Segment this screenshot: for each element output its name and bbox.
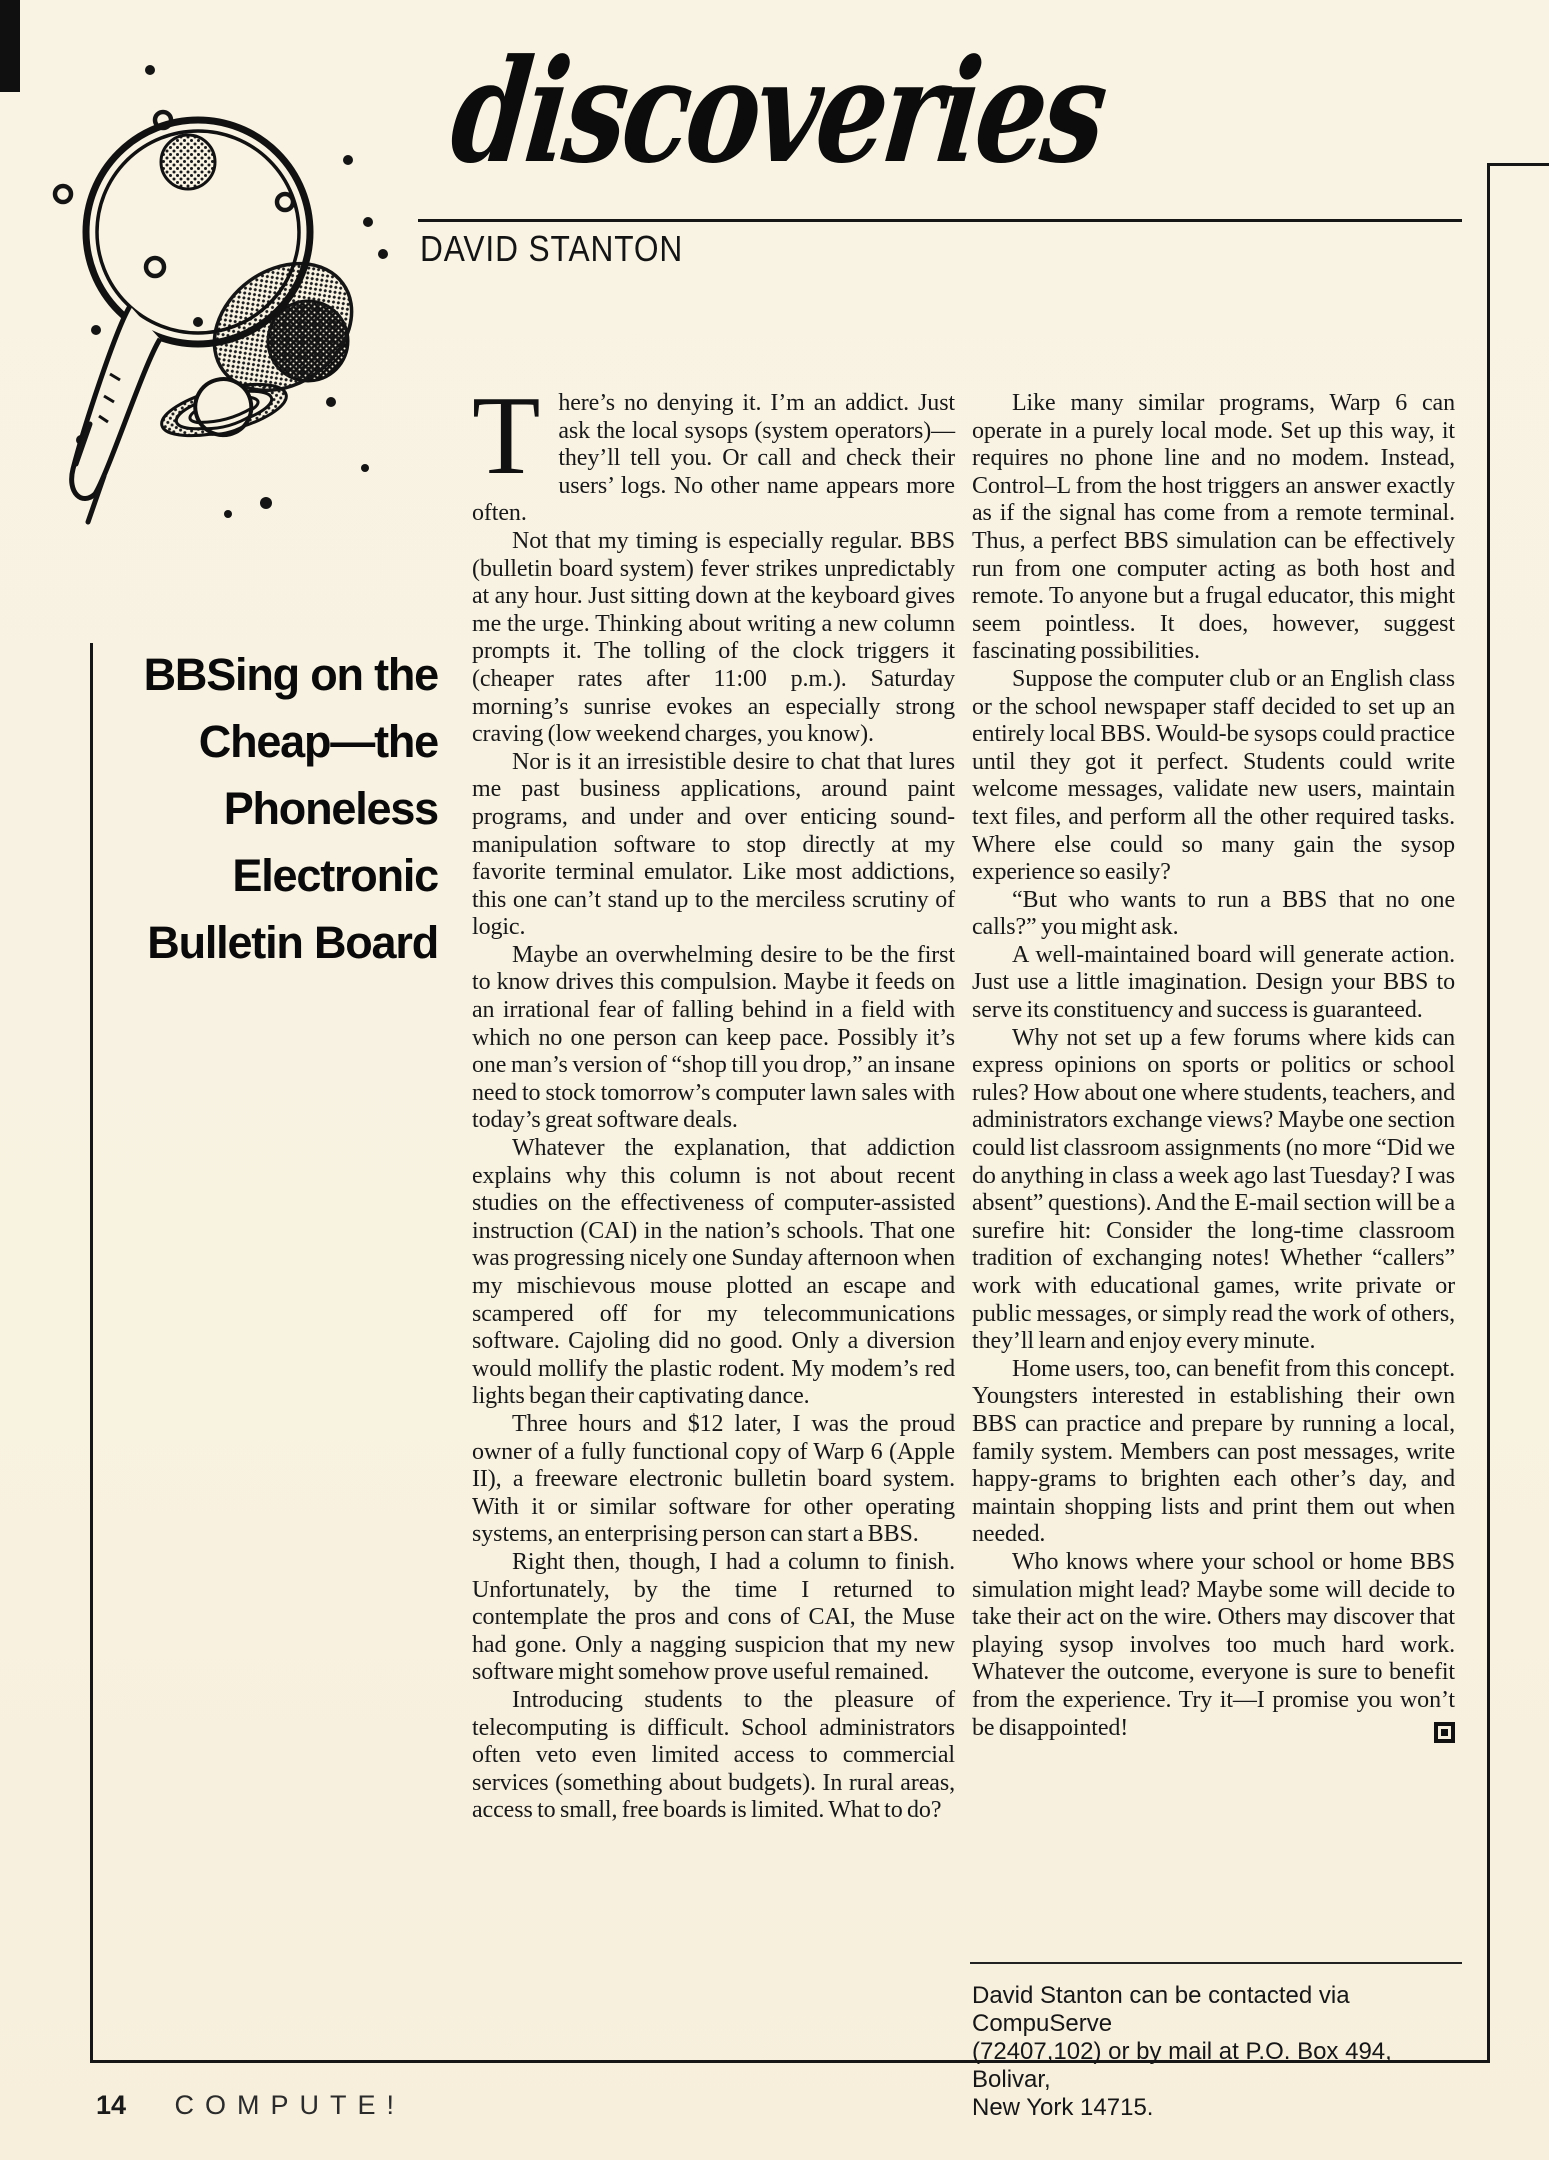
- byline-rule: [418, 219, 1462, 222]
- body-paragraph: Why not set up a few forums where kids can express opinions on sports or politics or school rules? How about one where students, teachers, and administrators exchange views? Maybe one section could list classroom assignments (no more “Did we do anything in class a week ago last Tuesday? I was absent” questions). And the E-mail section will be a surefire hit: Consider the long-time classroom tradition of exchanging notes! Whether “callers” work with educational games, write private or public messages, or simply read the work of others, they’ll learn and enjoy every minute.: [972, 1024, 1455, 1355]
- byline: DAVID STANTON: [420, 228, 684, 269]
- body-paragraph: Nor is it an irresistible desire to chat that lures me past business applications, around paint programs, and under and over enticing sound-manipulation software to stop directly at my favorite terminal emulator. Like most addictions, this one can’t stand up to the merciless scrutiny of logic.: [472, 748, 955, 941]
- opening-paragraph-text: here’s no denying it. I’m an addict. Just ask the local sysops (system operators)—they’ll tell you. Or call and check their users’ logs. No other name appears more often.: [472, 390, 955, 527]
- body-paragraph: Suppose the computer club or an English class or the school newspaper staff decided to set up an entirely local BBS. Would-be sysops could practice until they got it perfect. Students could write welcome messages, validate new users, maintain text files, and perform all the other required tasks. Where else could so many gain the sysop experience so easily?: [972, 665, 1455, 886]
- body-paragraph: Three hours and $12 later, I was the proud owner of a fully functional copy of Warp 6 (Apple II), a freeware electronic bulletin board system. With it or similar software for other operating systems, an enterprising person can start a BBS.: [472, 1410, 955, 1548]
- page-footer: [96, 2090, 405, 2121]
- article-title-line: Cheap—the: [198, 716, 438, 767]
- contact-note-rule: [970, 1962, 1462, 1964]
- body-paragraph: “But who wants to run a BBS that no one calls?” you might ask.: [972, 886, 1455, 941]
- body-paragraph: Home users, too, can benefit from this concept. Youngsters interested in establishing their own BBS can practice and prepare by running a local, family system. Members can post messages, write happy-grams to brighten each other’s day, and maintain shopping lists and print them out when needed.: [972, 1355, 1455, 1548]
- article-title: [95, 641, 438, 976]
- article-title-line: BBSing on the: [143, 649, 438, 700]
- magazine-name: COMPUTE!: [174, 2090, 406, 2120]
- page-number: 14: [96, 2090, 127, 2120]
- halftone-moon: [161, 135, 215, 189]
- article-title-line: Phoneless: [223, 783, 438, 834]
- article-title-line: Electronic: [232, 850, 438, 901]
- body-paragraph: Right then, though, I had a column to finish. Unfortunately, by the time I returned to contemplate the pros and cons of CAI, the Muse had gone. Only a nagging suspicion that my new software might somehow prove useful remained.: [472, 1548, 955, 1686]
- contact-note-line: David Stanton can be contacted via CompuServe: [972, 1982, 1350, 2037]
- magnifying-glass-space-illustration: [46, 44, 398, 564]
- end-of-article-mark: [1434, 1722, 1455, 1743]
- opening-paragraph: [472, 374, 955, 528]
- body-paragraph: Like many similar programs, Warp 6 can operate in a purely local mode. Set up this way, it requires no phone line and no modem. Instead, Control–L from the host triggers an answer exactly as if the signal has come from a remote terminal. Thus, a perfect BBS simulation can be effectively run from one computer acting as both host and remote. To anyone but a frugal educator, this might seem pointless. It does, however, suggest fascinating possibilities.: [972, 390, 1455, 665]
- article-title-line: Bulletin Board: [147, 917, 438, 968]
- body-paragraph: Maybe an overwhelming desire to be the first to know drives this compulsion. Maybe it feeds on an irrational fear of falling behind in a field with which no one person can keep pace. Possibly it’s one man’s version of “shop till you drop,” an insane need to stock tomorrow’s computer lawn sales with today’s great software deals.: [472, 941, 955, 1134]
- contact-note-line: New York 14715.: [972, 2094, 1154, 2121]
- scan-corner-mark: [0, 0, 20, 92]
- body-column-2: [972, 390, 1455, 1743]
- right-border-rule: [1487, 163, 1490, 2063]
- body-paragraph: Introducing students to the pleasure of telecomputing is difficult. School administrators often veto even limited access to commercial services (something about budgets). In rural areas, access to small, free boards is limited. What to do?: [472, 1686, 955, 1824]
- closing-paragraph-text: Who knows where your school or home BBS simulation might lead? Maybe some will decide to take their act on the wire. Others may discover that playing sysop involves too much hard work. Whatever the outcome, everyone is sure to benefit from the experience. Try it—I promise you won’t be disappointed!: [972, 1548, 1455, 1741]
- left-border-rule: [90, 643, 93, 2063]
- top-right-border-rule: [1487, 163, 1549, 166]
- drop-cap: T: [472, 374, 541, 498]
- contact-note: [972, 1982, 1472, 2122]
- column-title: discoveries: [444, 29, 1112, 195]
- closing-paragraph: [972, 1549, 1455, 1742]
- body-paragraph: Whatever the explanation, that addiction explains why this column is not about recent studies on the effectiveness of computer-assisted instruction (CAI) in the nation’s schools. That one was progressing nicely one Sunday afternoon when my mischievous mouse plotted an escape and scampered off for my telecommunications software. Cajoling did no good. Only a diversion would mollify the plastic rodent. My modem’s red lights began their captivating dance.: [472, 1135, 955, 1410]
- body-column-1: [472, 374, 955, 1825]
- body-paragraph: Not that my timing is especially regular. BBS (bulletin board system) fever strikes unpredictably at any hour. Just sitting down at the keyboard gives me the urge. Thinking about writing a new column prompts it. The tolling of the clock triggers it (cheaper rates after 11:00 p.m.). Saturday morning’s sunrise evokes an especially strong craving (low weekend charges, you know).: [472, 527, 955, 748]
- contact-note-line: (72407,102) or by mail at P.O. Box 494, Bolivar,: [972, 2038, 1392, 2093]
- magnifier-handle: [72, 306, 160, 499]
- body-paragraph: A well-maintained board will generate action. Just use a little imagination. Design your BBS to serve its constituency and success is guaranteed.: [972, 941, 1455, 1024]
